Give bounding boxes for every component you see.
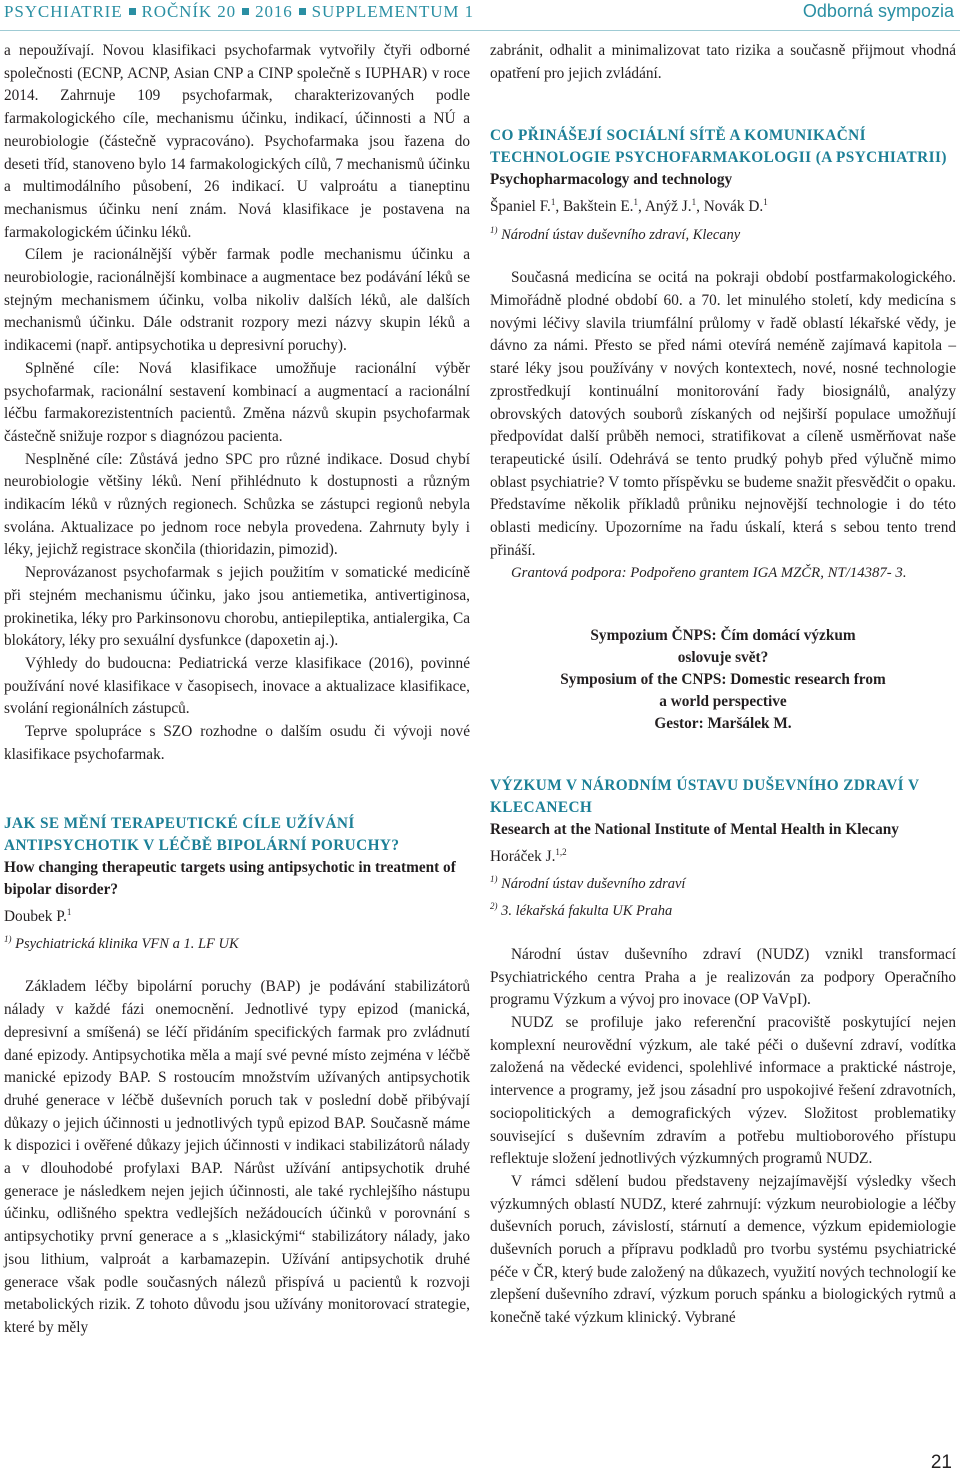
affiliation-line — [4, 928, 470, 955]
author-sup: 1 — [691, 197, 697, 208]
paragraph: Nesplněné cíle: Zůstává jedno SPC pro různé indikace. Dosud chybí neurobiologie většiny léků. Není přihlédnuto k dostupnosti a různým indikacím léků v různých regionech. Schůzka se zástupci regionů nebyla svolána. Aktualizace po jednom roce nebyla provedena. Zahrnuty byly i léky, jejichž registrace skončila (thioridazin, pimozid). — [4, 450, 470, 559]
grant-note: Grantová podpora: Podpořeno grantem IGA MZČR, NT/14387- 3. — [511, 565, 907, 582]
affiliation: 3. lékařská fakulta UK Praha — [501, 902, 673, 919]
journal-title — [4, 2, 474, 22]
affiliation-sup: 1) — [490, 224, 498, 235]
paragraph: zabránit, odhalit a minimalizovat tato rizika a současně přijmout vhodná opatření pro jejich zvládání. — [490, 42, 956, 82]
journal-volume: ROČNÍK 20 — [141, 2, 237, 21]
author-name: Horáček J. — [490, 848, 556, 866]
square-bullet-icon — [242, 8, 249, 15]
paragraph: Výhledy do budoucna: Pediatrická verze klasifikace (2016), povinné používání nové klasifikace v časopisech, inovace a aktualizace klasifikace, svolání regionálních zástupců. — [4, 654, 470, 718]
journal-supplement: SUPPLEMENTUM 1 — [311, 2, 474, 21]
abstract-title-en: Psychopharmacology and technology — [490, 171, 733, 189]
paragraph: Cílem je racionálnější výběr farmak podle mechanismu účinku a neurobiologie, racionálnější kombinace a augmentace bez podávání léků se stejným mechanismem účinku, volba nikoliv dalších léků, ale dalších mechanismů účinku. Dále odstranit rozpory mezi názvy skupin léků a indikacemi (např. antipsychotika u depresivní poruchy). — [4, 246, 470, 355]
affiliation-sup: 1) — [4, 933, 12, 944]
symposium-title: Sympozium ČNPS: Čím domácí výzkum — [590, 627, 856, 645]
square-bullet-icon — [129, 8, 136, 15]
page-number: 21 — [930, 1452, 952, 1473]
author-sup: 1 — [550, 197, 556, 208]
author-name: Bakštein E. — [562, 198, 634, 216]
affiliation: Psychiatrická klinika VFN a 1. LF UK — [15, 935, 239, 952]
paragraph: a nepoužívají. Novou klasifikaci psychofarmak vytvořily čtyři odborné společnosti (ECNP, ACNP, Asian CNP a CINP společně s IUPHAR) v roce 2014. Zahrnuje 109 psychofarmak, charakterizovaných podle farmakologického cíle, mechanismu účinku, indikací, účinnosti a NÚ a neurobiologie (částečně vypracováno). Psychofarmaka jsou řazena do deseti tříd, stanoveno bylo 14 farmakologických cílů, 7 mechanismů účinku a multimodálního působení, 26 indikací. U valproátu a tianeptinu mechanismus účinku není znám. Nová klasifikace je postavena na farmakologickém účinku léků. — [4, 42, 470, 241]
author-name: Anýž J. — [644, 198, 692, 216]
journal-name: PSYCHIATRIE — [4, 2, 123, 21]
abstract-title-cz: CO PŘINÁŠEJÍ SOCIÁLNÍ SÍTĚ A KOMUNIKAČNÍ TECHNOLOGIE PSYCHOFARMAKOLOGII (A PSYCHIATRII) — [490, 127, 947, 167]
running-header — [0, 0, 960, 24]
abstract-body: Současná medicína se ocitá na pokraji období postfarmakologického. Mimořádně plodné období 60. a 70. let minulého století, kdy medicína s novými léčivy slavila triumfální průlomy v řadě oblastí lékařské vědy, je dávno za námi. Přesto se před námi otevírá neméně zajímavá kapitola – staré léky jsou používány v nových kontextech, nové, nosné technologie zprostředkují kontinuální monitorování řady biosignálů, analýzy obrovských datových souborů získaných od nejširší populace umožňují předpovídat další průběh nemoci, stratifikovat a cíleně usměrňovat naše terapeutické úsilí. Odehrává se tento prudký pohyb před výlučně mimo oblast psychiatrie? V tomto příspěvku se budeme snažit přesvědčit o opaku. Představíme několik příkladů průniku nejnovější technologie i do této oblasti medicíny. Upozorníme na řadu úskalí, která s sebou tento trend přináší. — [490, 269, 956, 559]
section-title: Odborná sympozia — [802, 1, 954, 21]
affiliation-line — [490, 895, 956, 922]
author-sup: 1 — [633, 197, 639, 208]
abstract-title-en: How changing therapeutic targets using antipsychotic in treatment of bipolar disorder? — [4, 858, 456, 898]
symposium-title-en: Symposium of the CNPS: Domestic research from — [560, 671, 886, 689]
author-sup: 1,2 — [555, 847, 567, 858]
affiliation-line — [490, 219, 956, 246]
affiliation-line — [490, 868, 956, 895]
left-column — [4, 40, 470, 1340]
paragraph: Národní ústav duševního zdraví (NUDZ) vznikl transformací Psychiatrického centra Praha a je realizován za podpory Operačního programu Výzkum a vývoj pro inovace (OP VaVpI). — [490, 945, 956, 1009]
square-bullet-icon — [299, 8, 306, 15]
author-line — [490, 841, 956, 868]
paragraph: Splněné cíle: Nová klasifikace umožňuje racionální výběr psychofarmak, racionální sestavení kombinací a augmentací a racionální léčbu farmakorezistentních pacientů. Změna názvů skupin psychofarmak částečně snižuje rozpor s diagnózou pacienta. — [4, 359, 470, 445]
affiliation-sup: 2) — [490, 901, 498, 912]
paragraph: Teprve spolupráce s SZO rozhodne o dalším osudu či vývoji nové klasifikace psychofarmak. — [4, 723, 470, 763]
affiliation: Národní ústav duševního zdraví — [501, 876, 686, 893]
paragraph: NUDZ se profiluje jako referenční pracoviště poskytující nejen komplexní neurovědní výzkum, ale také péči o duševní zdraví, vodítka založená na vědecké evidenci, spolehlivé informace a praktické nástroje, intervence a programy, jež jsou zásadní pro uspokojivé řešení zdravotních, sociopolitických a demografických výzev. Složitost problematiky související s duševním zdravím a potřebu multioborového přístupu reflektuje složení jednotlivých výzkumných programů NUDZ. — [490, 1014, 956, 1168]
header-divider — [0, 30, 960, 31]
symposium-gestor: Gestor: Maršálek M. — [654, 715, 792, 733]
paragraph: V rámci sdělení budou představeny nejzajímavější výsledky všech výzkumných oblastí NUDZ, které zahrnují: výzkum neurobiologie a léčby duševních poruch, závislostí, stárnutí a demence, výzkum epidemiologie duševních poruch a přípravu podkladů pro tvorbu systému psychiatrické péče v ČR, který bude založený na důkazech, využití nových technologií ke zlepšení duševního zdraví, výzkum poruch spánku a biologických rytmů a konečně také výzkum klinický. Vybrané — [490, 1172, 956, 1327]
right-column — [490, 40, 956, 1330]
author-sup: 1 — [66, 906, 72, 917]
author-name: Doubek P. — [4, 907, 67, 925]
abstract-title-en: Research at the National Institute of Mental Health in Klecany — [490, 821, 899, 839]
abstract-title-cz: VÝZKUM V NÁRODNÍM ÚSTAVU DUŠEVNÍHO ZDRAVÍ V KLECANECH — [490, 777, 920, 817]
paragraph: Neprovázanost psychofarmak s jejich použitím v somatické medicíně při stejném mechanismu účinku, jako jsou antiemetika, antivertiginosa, prokinetika, léky pro Parkinsonovu chorobu, antiepileptika, antialergika, Ca blokátory, léky pro sexuální dysfunkce (dapoxetin aj.). — [4, 564, 470, 650]
symposium-title: oslovuje svět? — [677, 649, 769, 667]
journal-year: 2016 — [255, 2, 293, 21]
author-name: Španiel F. — [490, 198, 551, 216]
author-line — [4, 901, 470, 928]
abstract-body: Základem léčby bipolární poruchy (BAP) je podávání stabilizátorů nálady v každé fázi onemocnění. Jednotlivé typy epizod (manická, depresivní a smíšená) se léčí přidáním specifických farmak pro zvládnutí dané epizody. Antipsychotika měla a mají své pevné místo zejména v léčbě manické epizody BAP. S rostoucím množstvím užívaných antipsychotik druhé generace v léčbě duševních poruch tak v poslední době přibývají důkazy o jejich účinnosti u jednotlivých typů epizod BAP. Současně máme k dispozici i ověřené důkazy jejich účinnosti v indikaci stabilizátorů nálady a v dlouhodobé profylaxi BAP. Nárůst užívání antipsychotik druhé generace je následkem nejen jejich účinnosti, ale také rychlejšího nástupu účinku, odlišného spektra vedlejších nežádoucích účinků v porovnání s antipsychotiky první generace a s „klasickými“ stabilizátory nálady, jako jsou lithium, valproát a karbamazepin. Užívání antipsychotik druhé generace však podle současných nálezů přispívá u pacientů k rozvoji metabolických rizik. Z tohoto důvodu jsou užívány monitorovací strategie, které by měly — [4, 978, 470, 1336]
author-name: Novák D. — [703, 198, 764, 216]
affiliation-sup: 1) — [490, 874, 498, 885]
affiliation: Národní ústav duševního zdraví, Klecany — [501, 226, 741, 243]
author-line: Španiel F.$^1$, Bakštein E.$^1$, Anýž J.$^1$, Novák D.$^1$ — [490, 197, 768, 216]
abstract-title-cz: JAK SE MĚNÍ TERAPEUTICKÉ CÍLE UŽÍVÁNÍ ANTIPSYCHOTIK V LÉČBĚ BIPOLÁRNÍ PORUCHY? — [4, 814, 400, 854]
author-sup: 1 — [763, 197, 768, 208]
symposium-title-en: a world perspective — [659, 693, 787, 711]
